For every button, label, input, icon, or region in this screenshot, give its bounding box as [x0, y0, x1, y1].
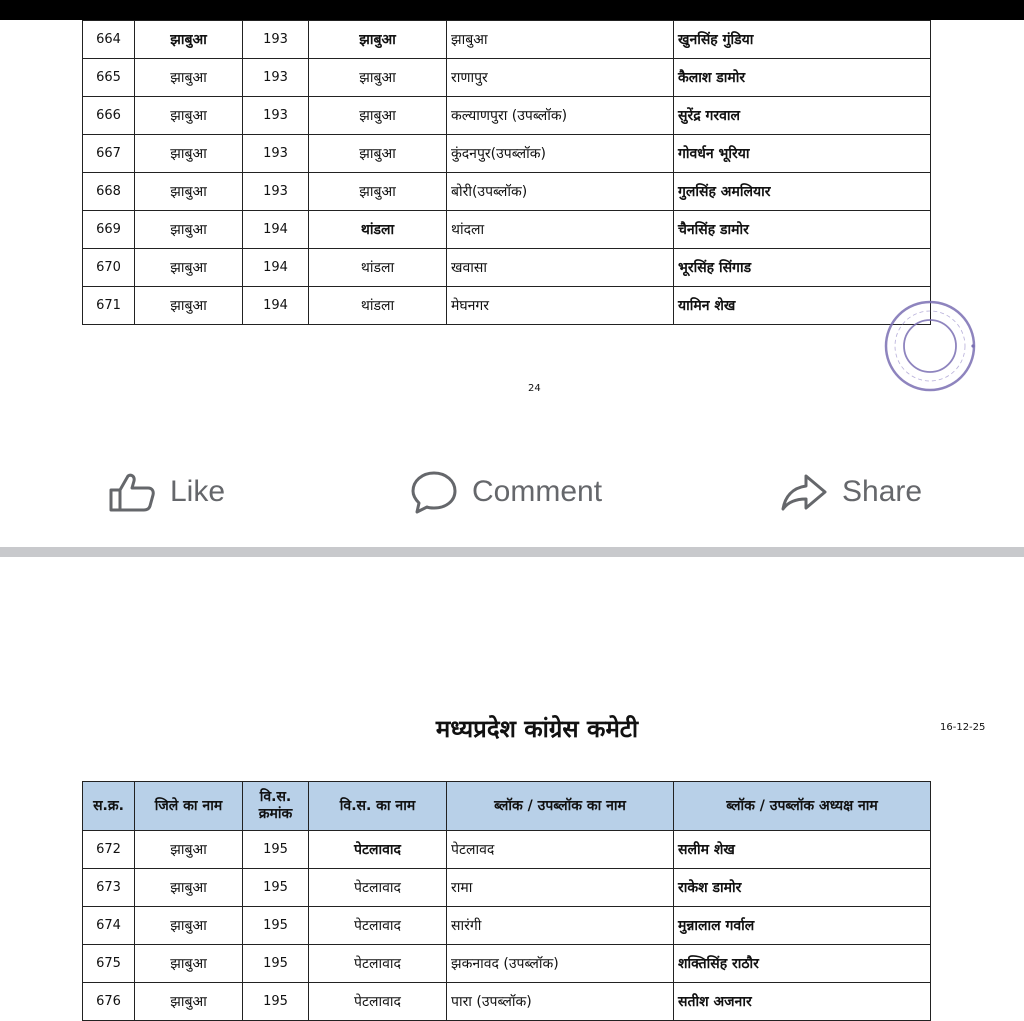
serial-number-cell: 667	[83, 135, 135, 173]
president-name-cell: खुनसिंह गुंडिया	[674, 21, 931, 59]
assembly-name-cell: पेटलावाद	[309, 831, 447, 869]
president-name-cell: राकेश डामोर	[674, 869, 931, 907]
header-district: जिले का नाम	[135, 782, 243, 831]
like-label: Like	[170, 475, 226, 508]
assembly-number-cell: 193	[243, 173, 309, 211]
block-name-cell: कल्याणपुरा (उपब्लॉक)	[447, 97, 674, 135]
block-name-cell: सारंगी	[447, 907, 674, 945]
share-arrow-icon	[780, 472, 828, 512]
official-seal-stamp	[878, 296, 982, 396]
table-row	[83, 135, 931, 173]
header-president-name: ब्लॉक / उपब्लॉक अध्यक्ष नाम	[674, 782, 931, 831]
page-number: 24	[528, 383, 541, 394]
assembly-name-cell: थांडला	[309, 287, 447, 325]
district-cell: झाबुआ	[135, 869, 243, 907]
assembly-name-cell: झाबुआ	[309, 59, 447, 97]
header-assembly-number	[243, 782, 309, 831]
block-name-cell: थांदला	[447, 211, 674, 249]
assembly-name-cell: झाबुआ	[309, 97, 447, 135]
district-cell: झाबुआ	[135, 945, 243, 983]
table-row	[83, 983, 931, 1021]
district-cell: झाबुआ	[135, 173, 243, 211]
top-status-bar	[0, 0, 1024, 20]
district-cell: झाबुआ	[135, 97, 243, 135]
president-name-cell: चैनसिंह डामोर	[674, 211, 931, 249]
comment-bubble-icon	[410, 470, 458, 514]
assembly-number-cell: 195	[243, 907, 309, 945]
table-row	[83, 907, 931, 945]
assembly-number-cell: 193	[243, 59, 309, 97]
serial-number-cell: 674	[83, 907, 135, 945]
assembly-number-cell: 195	[243, 831, 309, 869]
president-name-cell: यामिन शेख	[674, 287, 931, 325]
district-cell: झाबुआ	[135, 21, 243, 59]
table-row	[83, 211, 931, 249]
serial-number-cell: 675	[83, 945, 135, 983]
assembly-name-cell: पेटलावाद	[309, 945, 447, 983]
district-cell: झाबुआ	[135, 287, 243, 325]
serial-number-cell: 664	[83, 21, 135, 59]
header-assembly-number-line2: क्रमांक	[258, 806, 293, 822]
table-row	[83, 869, 931, 907]
president-name-cell: शक्तिसिंह राठौर	[674, 945, 931, 983]
assembly-name-cell: थांडला	[309, 249, 447, 287]
assembly-name-cell: पेटलावाद	[309, 907, 447, 945]
table-row	[83, 945, 931, 983]
assembly-number-cell: 194	[243, 287, 309, 325]
assembly-name-cell: झाबुआ	[309, 173, 447, 211]
serial-number-cell: 672	[83, 831, 135, 869]
thumbs-up-icon	[108, 472, 156, 512]
header-serial-number: स.क्र.	[83, 782, 135, 831]
serial-number-cell: 669	[83, 211, 135, 249]
serial-number-cell: 673	[83, 869, 135, 907]
serial-number-cell: 670	[83, 249, 135, 287]
block-president-table-bottom	[82, 781, 931, 1021]
assembly-name-cell: पेटलावाद	[309, 983, 447, 1021]
district-cell: झाबुआ	[135, 59, 243, 97]
table-row	[83, 173, 931, 211]
assembly-number-cell: 193	[243, 97, 309, 135]
district-cell: झाबुआ	[135, 211, 243, 249]
district-cell: झाबुआ	[135, 135, 243, 173]
assembly-name-cell: झाबुआ	[309, 135, 447, 173]
block-name-cell: कुंदनपुर(उपब्लॉक)	[447, 135, 674, 173]
assembly-number-cell: 195	[243, 869, 309, 907]
assembly-number-cell: 193	[243, 21, 309, 59]
serial-number-cell: 676	[83, 983, 135, 1021]
assembly-number-cell: 195	[243, 983, 309, 1021]
table-row	[83, 287, 931, 325]
header-block-name: ब्लॉक / उपब्लॉक का नाम	[447, 782, 674, 831]
feed-divider	[0, 547, 1024, 557]
president-name-cell: सुरेंद्र गरवाल	[674, 97, 931, 135]
block-name-cell: राणापुर	[447, 59, 674, 97]
share-label: Share	[842, 475, 923, 508]
assembly-name-cell: पेटलावाद	[309, 869, 447, 907]
assembly-number-cell: 194	[243, 211, 309, 249]
block-name-cell: रामा	[447, 869, 674, 907]
header-assembly-number-line1: वि.स.	[259, 789, 292, 805]
serial-number-cell: 668	[83, 173, 135, 211]
block-president-table-top	[82, 20, 931, 325]
block-name-cell: पारा (उपब्लॉक)	[447, 983, 674, 1021]
serial-number-cell: 666	[83, 97, 135, 135]
table-header-row	[83, 782, 931, 831]
table-row	[83, 249, 931, 287]
comment-button[interactable]	[410, 462, 602, 522]
table-row	[83, 97, 931, 135]
president-name-cell: गुलसिंह अमलियार	[674, 173, 931, 211]
district-cell: झाबुआ	[135, 831, 243, 869]
document-title: मध्यप्रदेश कांग्रेस कमेटी	[435, 715, 639, 743]
block-name-cell: खवासा	[447, 249, 674, 287]
president-name-cell: सलीम शेख	[674, 831, 931, 869]
assembly-number-cell: 195	[243, 945, 309, 983]
assembly-number-cell: 193	[243, 135, 309, 173]
block-name-cell: झकनावद (उपब्लॉक)	[447, 945, 674, 983]
district-cell: झाबुआ	[135, 907, 243, 945]
block-name-cell: बोरी(उपब्लॉक)	[447, 173, 674, 211]
table-row	[83, 59, 931, 97]
president-name-cell: गोवर्धन भूरिया	[674, 135, 931, 173]
post-action-bar	[0, 462, 1024, 522]
president-name-cell: भूरसिंह सिंगाड	[674, 249, 931, 287]
assembly-name-cell: थांडला	[309, 211, 447, 249]
comment-label: Comment	[472, 475, 603, 508]
president-name-cell: सतीश अजनार	[674, 983, 931, 1021]
document-date: 16-12-25	[940, 722, 986, 733]
district-cell: झाबुआ	[135, 249, 243, 287]
block-name-cell: मेघनगर	[447, 287, 674, 325]
like-button[interactable]	[108, 462, 225, 522]
assembly-name-cell: झाबुआ	[309, 21, 447, 59]
serial-number-cell: 671	[83, 287, 135, 325]
table-row	[83, 21, 931, 59]
header-assembly-name: वि.स. का नाम	[309, 782, 447, 831]
district-cell: झाबुआ	[135, 983, 243, 1021]
block-name-cell: पेटलावद	[447, 831, 674, 869]
assembly-number-cell: 194	[243, 249, 309, 287]
serial-number-cell: 665	[83, 59, 135, 97]
president-name-cell: कैलाश डामोर	[674, 59, 931, 97]
table-row	[83, 831, 931, 869]
block-name-cell: झाबुआ	[447, 21, 674, 59]
share-button[interactable]	[780, 462, 922, 522]
president-name-cell: मुन्नालाल गर्वाल	[674, 907, 931, 945]
